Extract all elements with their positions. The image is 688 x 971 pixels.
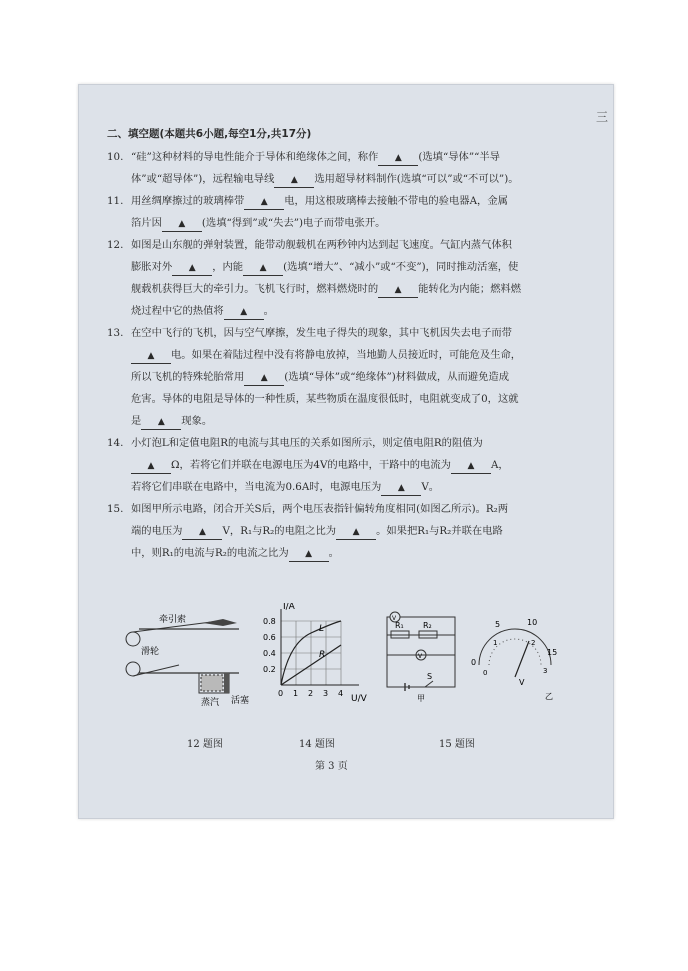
question-number: 13. (107, 327, 124, 339)
question-11 (107, 190, 593, 234)
answer-blank[interactable] (451, 458, 491, 474)
x-tick: 3 (323, 689, 329, 698)
curve-L-label: L (319, 624, 325, 634)
dial-tick: 0 (483, 669, 488, 677)
question-text: ，内能 (212, 261, 244, 273)
dial-tick: 0 (471, 658, 477, 667)
question-line (131, 542, 593, 564)
question-text: 电，用这根玻璃棒去接触不带电的验电器A，金属 (284, 195, 508, 207)
question-text: 若将它们串联在电路中，当电流为0.6A时，电源电压为 (131, 481, 382, 493)
y-axis-label: I/A (283, 603, 295, 612)
question-text: 体”或“超导体”)，远程输电导线 (131, 173, 275, 185)
fig-jia-label: 甲 (417, 694, 425, 703)
triangle-marker-icon: ▲ (259, 263, 267, 273)
fig15-caption: 15 题图 (439, 739, 475, 750)
question-text: 烧过程中它的热值将 (131, 305, 224, 317)
question-line (131, 432, 593, 454)
jet-icon (203, 619, 237, 626)
fig12-label-pulley: 滑轮 (141, 647, 160, 657)
question-text: A， (490, 459, 509, 471)
answer-blank[interactable] (244, 194, 284, 210)
dial-tick: 10 (527, 618, 538, 627)
v-label: V (418, 653, 423, 660)
question-line (131, 322, 593, 344)
fig-yi-label: 乙 (545, 692, 553, 701)
v-label: V (392, 615, 397, 622)
answer-blank[interactable] (141, 414, 181, 430)
question-line (131, 498, 593, 520)
answer-blank[interactable] (243, 260, 283, 276)
dial-tick: 1 (493, 639, 498, 647)
question-text: 能转化为内能；燃料燃 (418, 283, 522, 295)
question-number: 14. (107, 437, 124, 449)
question-15 (107, 498, 593, 564)
dial-tick: 5 (495, 620, 501, 629)
answer-blank[interactable] (378, 150, 418, 166)
triangle-marker-icon: ▲ (305, 549, 313, 559)
question-line (131, 300, 593, 322)
y-tick: 0.8 (263, 617, 276, 626)
x-axis-label: U/V (351, 694, 367, 704)
page-number: 第 3 页 (315, 761, 348, 772)
triangle-marker-icon: ▲ (467, 461, 475, 471)
question-text: 。 (328, 547, 339, 559)
figures-row (119, 603, 559, 719)
question-text: Ω，若将它们并联在电源电压为4V的电路中，干路中的电流为 (171, 459, 451, 471)
answer-blank[interactable] (336, 524, 376, 540)
question-line (131, 146, 593, 168)
answer-blank[interactable] (289, 546, 329, 562)
question-text: 如图甲所示电路，闭合开关S后，两个电压表指针偏转角度相同(如图乙所示)。R₂两 (131, 503, 509, 515)
triangle-marker-icon: ▲ (260, 197, 268, 207)
question-text: 舰载机获得巨大的牵引力。飞机飞行时，燃料燃烧时的 (131, 283, 379, 295)
line-R-label: R (319, 650, 326, 660)
triangle-marker-icon: ▲ (157, 417, 165, 427)
question-text: 。 (263, 305, 274, 317)
x-tick: 1 (293, 689, 299, 698)
triangle-marker-icon: ▲ (147, 461, 155, 471)
question-text: V。 (421, 481, 440, 493)
triangle-marker-icon: ▲ (199, 527, 206, 537)
question-line (131, 476, 593, 498)
dial-tick: 2 (531, 639, 536, 647)
question-text: 电。如果在着陆过程中没有将静电放掉，当地勤人员接近时，可能危及生命， (171, 349, 522, 361)
question-text: 箔片因 (131, 217, 162, 229)
fig14-caption: 14 题图 (299, 739, 335, 750)
question-14 (107, 432, 593, 498)
question-line (131, 410, 593, 432)
y-tick: 0.6 (263, 633, 276, 642)
question-text: 小灯泡L和定值电阻R的电流与其电压的关系如图所示，则定值电阻R的阻值为 (131, 437, 483, 449)
answer-blank[interactable] (131, 348, 171, 364)
question-text: (选填“增大”、“减小”或“不变”)，同时推动活塞，使 (283, 261, 519, 273)
answer-blank[interactable] (162, 216, 202, 232)
y-tick: 0.2 (263, 665, 276, 674)
fig12-label-cable: 牵引索 (159, 615, 187, 625)
triangle-marker-icon: ▲ (290, 175, 298, 185)
question-text: (选填“导体”或“绝缘体”)材料做成，从而避免造成 (284, 371, 509, 383)
question-12 (107, 234, 593, 322)
fill-blank-section (107, 123, 593, 564)
fig12-caption: 12 题图 (187, 739, 223, 750)
fig12-label-steam: 蒸汽 (201, 698, 220, 708)
fig15-circuit-diagram (377, 605, 467, 705)
triangle-marker-icon: ▲ (397, 483, 405, 493)
question-line (131, 278, 593, 300)
answer-blank[interactable] (131, 458, 171, 474)
grid (281, 621, 341, 685)
fig12-label-piston: 活塞 (231, 696, 250, 706)
x-tick: 4 (338, 689, 344, 698)
question-text: 在空中飞行的飞机，因与空气摩擦，发生电子得失的现象，其中飞机因失去电子而带 (131, 327, 512, 339)
answer-blank[interactable] (381, 480, 421, 496)
triangle-marker-icon: ▲ (188, 263, 196, 273)
question-13 (107, 322, 593, 432)
question-text: 所以飞机的特殊轮胎常用 (131, 371, 245, 383)
answer-blank[interactable] (244, 370, 284, 386)
answer-blank[interactable] (378, 282, 418, 298)
question-text: 是 (131, 415, 142, 427)
question-number: 10. (107, 151, 124, 163)
section-title: 二、填空题(本题共6小题,每空1分,共17分) (107, 128, 312, 140)
exam-page (78, 84, 614, 819)
switch-label: S (427, 672, 433, 681)
triangle-marker-icon: ▲ (178, 219, 186, 229)
question-10 (107, 146, 593, 190)
x-tick: 0 (278, 689, 284, 698)
question-line (131, 168, 593, 190)
question-line (131, 256, 593, 278)
question-number: 11. (107, 195, 124, 207)
triangle-marker-icon: ▲ (394, 285, 402, 295)
answer-blank[interactable] (224, 304, 264, 320)
question-text: 选用超导材料制作(选填“可以”或“不可以”)。 (314, 173, 519, 185)
question-text: “硅”这种材料的导电性能介于导体和绝缘体之间，称作 (131, 151, 379, 163)
question-line (131, 454, 593, 476)
question-text: 用丝绸摩擦过的玻璃棒带 (131, 195, 245, 207)
y-tick: 0.4 (263, 649, 276, 658)
r1-label: R₁ (395, 621, 404, 630)
question-text: V，R₁与R₂的电阻之比为 (222, 525, 337, 537)
question-line (131, 190, 593, 212)
answer-blank[interactable] (182, 524, 222, 540)
answer-blank[interactable] (172, 260, 212, 276)
answer-blank[interactable] (274, 172, 314, 188)
question-number: 15. (107, 503, 124, 515)
triangle-marker-icon: ▲ (147, 351, 155, 361)
question-line (131, 388, 593, 410)
triangle-marker-icon: ▲ (260, 373, 268, 383)
question-line (131, 212, 593, 234)
fig15-voltmeter-dial (469, 605, 561, 705)
question-text: 膨胀对外 (131, 261, 173, 273)
r2-label: R₂ (423, 621, 432, 630)
question-text: 中，则R₁的电流与R₂的电流之比为 (131, 547, 289, 559)
question-text: 现象。 (181, 415, 213, 427)
next-page-edge-char: 三 (596, 110, 609, 124)
question-text: 危害。导体的电阻是导体的一种性质，某些物质在温度很低时，电阻就变成了0，这就 (131, 393, 519, 405)
triangle-marker-icon: ▲ (240, 307, 248, 317)
question-text: 。如果把R₁与R₂并联在电路 (376, 525, 503, 537)
question-text: 端的电压为 (131, 525, 183, 537)
question-number: 12. (107, 239, 124, 251)
question-text: 如图是山东舰的弹射装置，能带动舰载机在两秒钟内达到起飞速度。气缸内蒸气体积 (131, 239, 512, 251)
triangle-marker-icon: ▲ (394, 153, 402, 163)
fig14-iu-graph (259, 603, 369, 709)
fig12-catapult-diagram (119, 609, 269, 709)
question-line (131, 234, 593, 256)
x-tick: 2 (308, 689, 314, 698)
question-line (131, 366, 593, 388)
triangle-marker-icon: ▲ (352, 527, 360, 537)
dial-tick: 15 (547, 648, 558, 657)
dial-tick: 3 (543, 667, 548, 675)
question-list (107, 146, 593, 564)
question-line (131, 520, 593, 542)
question-line (131, 344, 593, 366)
question-text: (选填“得到”或“失去”)电子而带电张开。 (201, 217, 386, 229)
dial-needle-label: V (519, 678, 525, 687)
question-text: (选填“导体”“半导 (418, 151, 500, 163)
